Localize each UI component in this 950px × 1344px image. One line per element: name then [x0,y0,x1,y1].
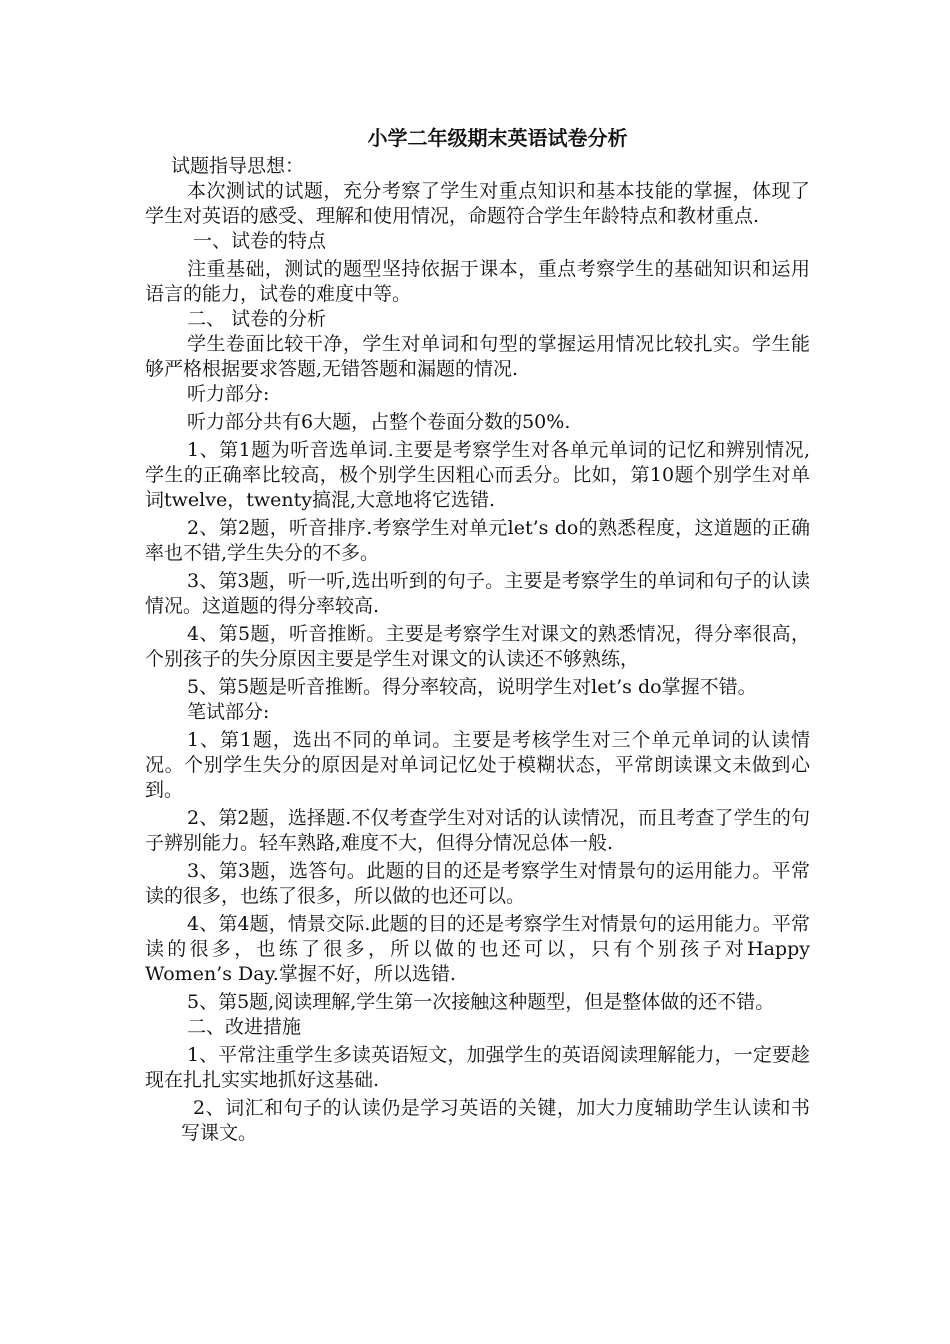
paragraph-written-q5: 5、第5题,阅读理解,学生第一次接触这种题型，但是整体做的还不错。 [187,991,775,1013]
paragraph-features: 注重基础，测试的题型坚持依据于课本，重点考察学生的基础知识和运用语言的能力，试卷的难度中等。 [145,258,810,305]
document-page [145,124,810,1146]
paragraph-written-q3: 3、第3题，选答句。此题的目的还是考察学生对情景句的运用能力。平常读的很多，也练了很多，所以做的也还可以。 [145,860,810,907]
paragraph-written-q4: 4、第4题，情景交际.此题的目的还是考察学生对情景句的运用能力。平常读的很多，也练了很多，所以做的也还可以，只有个别孩子对Happy Women’s Day.掌握不好，所以选错. [145,913,810,985]
section-heading-guiding-idea: 试题指导思想： [171,155,305,177]
paragraph-listening-q3: 3、第3题，听一听,选出听到的句子。主要是考察学生的单词和句子的认读情况。这道题的得分率较高. [145,570,810,617]
paragraph-listening-q2: 2、第2题，听音排序.考察学生对单元let’s do的熟悉程度，这道题的正确率也不错,学生失分的不多。 [145,517,810,564]
paragraph-improvement-1: 1、平常注重学生多读英语短文，加强学生的英语阅读理解能力，一定要趁现在扎扎实实地抓好这基础. [145,1044,810,1091]
paragraph-analysis: 学生卷面比较干净，学生对单词和句型的掌握运用情况比较扎实。学生能够严格根据要求答题,无错答题和漏题的情况. [145,333,810,380]
paragraph-listening-q5: 5、第5题是听音推断。得分率较高，说明学生对let’s do掌握不错。 [187,676,757,698]
section-heading-improvements: 二、改进措施 [187,1016,302,1038]
document-title: 小学二年级期末英语试卷分析 [367,126,628,150]
section-heading-written: 笔试部分: [187,701,270,723]
paragraph-listening-summary: 听力部分共有6大题，占整个卷面分数的50%. [187,411,571,433]
section-heading-analysis: 二、 试卷的分析 [187,308,327,330]
paragraph-improvement-2: 2、词汇和句子的认读仍是学习英语的关键，加大力度辅助学生认读和书写课文。 [181,1097,810,1144]
section-heading-listening: 听力部分: [187,383,270,405]
paragraph-intro: 本次测试的试题，充分考察了学生对重点知识和基本技能的掌握，体现了学生对英语的感受、理解和使用情况，命题符合学生年龄特点和教材重点. [145,180,810,227]
paragraph-listening-q4: 4、第5题，听音推断。主要是考察学生对课文的熟悉情况，得分率很高，个别孩子的失分原因主要是学生对课文的认读还不够熟练， [145,623,810,670]
section-heading-features: 一、试卷的特点 [193,230,327,252]
paragraph-written-q2: 2、第2题，选择题.不仅考查学生对对话的认读情况，而且考查了学生的句子辨别能力。轻车熟路,难度不大，但得分情况总体一般. [145,807,810,854]
paragraph-listening-q1: 1、第1题为听音选单词.主要是考察学生对各单元单词的记忆和辨别情况,学生的正确率比较高，极个别学生因粗心而丢分。比如，第10题个别学生对单词twelve，twenty搞混,大意地将它选错. [145,439,810,511]
paragraph-written-q1: 1、第1题，选出不同的单词。主要是考核学生对三个单元单词的认读情况。个别学生失分的原因是对单词记忆处于模糊状态，平常朗读课文未做到心到。 [145,729,810,801]
